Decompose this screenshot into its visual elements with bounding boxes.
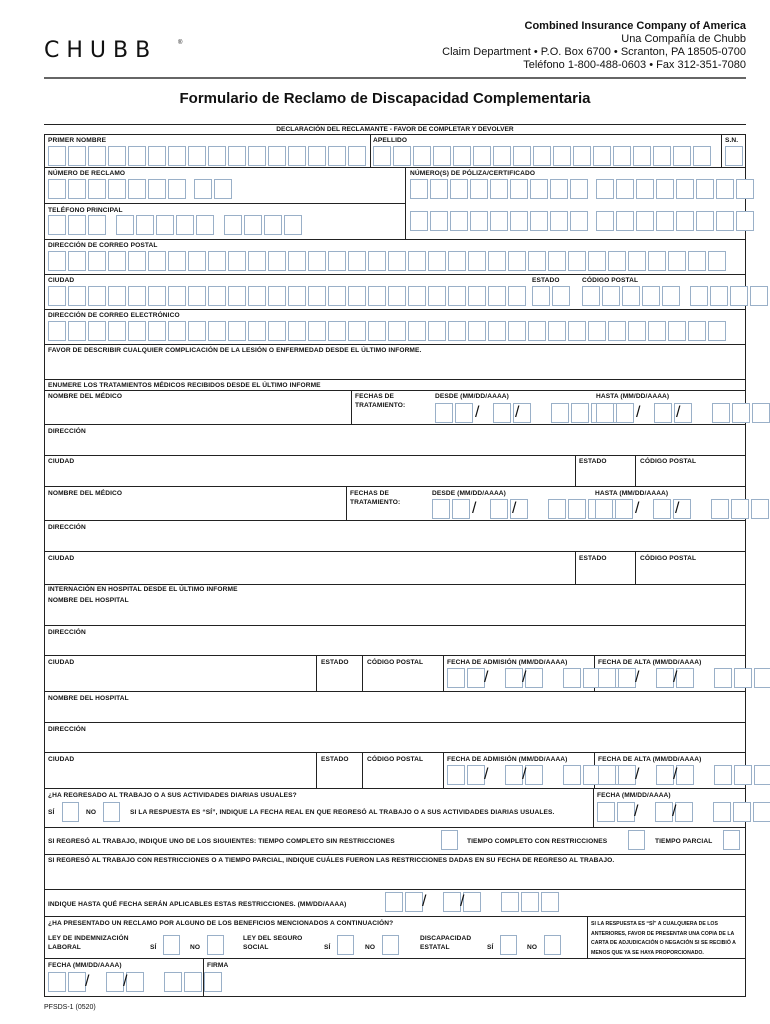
doctor-name-label-1: NOMBRE DEL MÉDICO (48, 393, 123, 400)
suffix-boxes[interactable] (725, 146, 745, 166)
signature-label: FIRMA (207, 962, 229, 969)
restrictions-until-label: INDIQUE HASTA QUÉ FECHA SERÁN APLICABLES ESTAS RESTRICCIONES. (MM/DD/AAAA) (48, 901, 347, 908)
discharge-date-label-1: FECHA DE ALTA (MM/DD/AAAA) (598, 659, 702, 666)
state-no-label: NO (527, 944, 538, 951)
hospital-address-label-1: DIRECCIÓN (48, 629, 86, 636)
social-no-label: NO (365, 944, 376, 951)
zip-label: CÓDIGO POSTAL (582, 277, 639, 284)
slash: / (123, 973, 128, 990)
hospital-city-label-1: CIUDAD (48, 659, 75, 666)
full-time-restrictions-label: TIEMPO COMPLETO CON RESTRICCIONES (467, 838, 608, 845)
rule (362, 655, 363, 691)
city-label: CIUDAD (48, 277, 75, 284)
doctor-city-label-1: CIUDAD (48, 458, 75, 465)
claim-number-label: NÚMERO DE RECLAMO (48, 170, 126, 177)
treatment-to-label-2: HASTA (MM/DD/AAAA) (595, 490, 669, 497)
slash: / (460, 893, 465, 910)
slash: / (472, 500, 477, 517)
slash: / (522, 669, 527, 686)
rule (44, 691, 746, 692)
treatment-dates-label-2b: TRATAMIENTO: (350, 499, 401, 506)
rule (721, 134, 722, 167)
social-yes-checkbox[interactable] (337, 935, 354, 955)
treatment-from-label-1: DESDE (MM/DD/AAAA) (435, 393, 509, 400)
rule (346, 486, 347, 520)
social-no-checkbox[interactable] (382, 935, 399, 955)
signature-date-boxes[interactable] (48, 972, 224, 992)
labor-yes-checkbox[interactable] (163, 935, 180, 955)
labor-no-checkbox[interactable] (207, 935, 224, 955)
part-time-label: TIEMPO PARCIAL (655, 838, 713, 845)
slash: / (672, 803, 677, 820)
doctor-city-label-2: CIUDAD (48, 555, 75, 562)
return-date-boxes[interactable] (597, 802, 770, 822)
signature-field[interactable] (205, 972, 745, 996)
state-yes-label: SÍ (487, 944, 494, 951)
rule (405, 167, 406, 239)
benefits-note: SI LA RESPUESTA ES “SÍ” A CUALQUIERA DE LOS ANTERIORES, FAVOR DE PRESENTAR UNA COPIA DE LA CARTA DE ADJUDICACIÓN O NEGACIÓN SI SE RECIBIÓ A MENOS QUE YA SE HAYA PROPORCIONADO. (591, 921, 736, 956)
part-time-checkbox[interactable] (723, 830, 740, 850)
restrictions-description-field[interactable] (45, 866, 745, 888)
email-label: DIRECCIÓN DE CORREO ELECTRÓNICO (48, 312, 180, 319)
company-name: Combined Insurance Company of America (524, 20, 746, 32)
rule (316, 752, 317, 788)
state-disability-label-2: ESTATAL (420, 944, 450, 951)
doctor-zip-label-2: CÓDIGO POSTAL (640, 555, 697, 562)
mailing-address-label: DIRECCIÓN DE CORREO POSTAL (48, 242, 158, 249)
slash: / (484, 669, 489, 686)
slash: / (635, 500, 640, 517)
state-disability-label-1: DISCAPACIDAD (420, 935, 472, 942)
rule (44, 274, 746, 275)
email-boxes[interactable] (48, 321, 728, 341)
restrictions-description-label: SI REGRESÓ AL TRABAJO CON RESTRICCIONES O A TIEMPO PARCIAL, INDIQUE CUÁLES FUERON LAS RESTRICCIONES DADAS EN SU FECHA DE REGRESO AL TRABAJO. (48, 857, 615, 864)
rule (635, 455, 636, 486)
rule (443, 752, 444, 788)
company-address: Claim Department • P.O. Box 6700 • Scranton, PA 18505-0700 (442, 46, 746, 58)
labor-law-label-2: LABORAL (48, 944, 81, 951)
returned-no-checkbox[interactable] (103, 802, 120, 822)
slash: / (675, 500, 680, 517)
social-yes-label: SÍ (324, 944, 331, 951)
doctor-state-label-1: ESTADO (579, 458, 607, 465)
registered-mark-icon: ® (178, 40, 183, 46)
returned-question: ¿HA REGRESADO AL TRABAJO O A SUS ACTIVIDADES DIARIAS USUALES? (48, 792, 297, 799)
slash: / (635, 766, 640, 783)
slash: / (484, 766, 489, 783)
rule (635, 551, 636, 584)
rule (44, 655, 746, 656)
state-boxes[interactable] (532, 286, 572, 306)
company-subsidiary: Una Compañía de Chubb (621, 33, 746, 45)
state-no-checkbox[interactable] (544, 935, 561, 955)
rule (44, 584, 746, 585)
rule (575, 551, 576, 584)
rule (362, 752, 363, 788)
rule (44, 309, 746, 310)
returned-if-yes-label: SI LA RESPUESTA ES “SÍ”, INDIQUE LA FECHA REAL EN QUE REGRESÓ AL TRABAJO O A SUS ACTIVIDADES DIARIAS USUALES. (130, 809, 555, 816)
form-code: PFSDS-1 (0520) (44, 1004, 96, 1011)
rule (44, 167, 746, 168)
rule (44, 551, 746, 552)
treatments-section-title: ENUMERE LOS TRATAMIENTOS MÉDICOS RECIBIDOS DESDE EL ÚLTIMO INFORME (48, 382, 321, 389)
slash: / (636, 404, 641, 421)
rule (44, 958, 746, 959)
suffix-label: S.N. (725, 137, 739, 144)
restrictions-until-date[interactable] (385, 892, 561, 912)
hospital-zip-label-2: CÓDIGO POSTAL (367, 756, 424, 763)
returned-yes-checkbox[interactable] (62, 802, 79, 822)
discharge-date-label-2: FECHA DE ALTA (MM/DD/AAAA) (598, 756, 702, 763)
return-date-label: FECHA (MM/DD/AAAA) (597, 792, 671, 799)
complications-label: FAVOR DE DESCRIBIR CUALQUIER COMPLICACIÓN DE LA LESIÓN O ENFERMEDAD DESDE EL ÚLTIMO INFORME. (48, 347, 422, 354)
rule (370, 134, 371, 167)
rule (44, 344, 746, 345)
phone-label: TELÉFONO PRINCIPAL (48, 207, 123, 214)
phone-boxes[interactable] (48, 215, 304, 235)
mailing-address-boxes[interactable] (48, 251, 728, 271)
full-time-no-restrictions-checkbox[interactable] (441, 830, 458, 850)
slash: / (673, 669, 678, 686)
chubb-logo: CHUBB (44, 38, 158, 63)
doctor-state-label-2: ESTADO (579, 555, 607, 562)
hospital-section-title: INTERNACIÓN EN HOSPITAL DESDE EL ÚLTIMO INFORME (48, 586, 238, 593)
treatment-from-label-2: DESDE (MM/DD/AAAA) (432, 490, 506, 497)
last-name-label: APELLIDO (373, 137, 408, 144)
hospital-state-label-2: ESTADO (321, 756, 349, 763)
policy-number-boxes-2[interactable] (410, 211, 756, 231)
returned-no-label: NO (86, 809, 97, 816)
company-phone: Teléfono 1-800-488-0603 • Fax 312-351-7080 (523, 59, 746, 71)
rule (316, 655, 317, 691)
rule (44, 827, 746, 828)
hospital-state-label-1: ESTADO (321, 659, 349, 666)
admission-date-2[interactable] (447, 765, 623, 785)
slash: / (673, 766, 678, 783)
doctor-name-label-2: NOMBRE DEL MÉDICO (48, 490, 123, 497)
rule (44, 455, 746, 456)
returned-yes-label: SÍ (48, 809, 55, 816)
rule (44, 722, 746, 723)
social-security-label-2: SOCIAL (243, 944, 269, 951)
full-time-restrictions-checkbox[interactable] (628, 830, 645, 850)
slash: / (676, 404, 681, 421)
rule (44, 788, 746, 789)
hospital-name-label-1: NOMBRE DEL HOSPITAL (48, 597, 129, 604)
claimant-section-title: DECLARACIÓN DEL RECLAMANTE - FAVOR DE COMPLETAR Y DEVOLVER (44, 125, 746, 134)
hospital-city-label-2: CIUDAD (48, 756, 75, 763)
hospital-zip-label-1: CÓDIGO POSTAL (367, 659, 424, 666)
state-yes-checkbox[interactable] (500, 935, 517, 955)
rule (44, 486, 746, 487)
slash: / (422, 893, 427, 910)
hospital-address-label-2: DIRECCIÓN (48, 726, 86, 733)
policy-number-boxes-1[interactable] (410, 179, 756, 199)
rule (587, 916, 588, 958)
admission-date-1[interactable] (447, 668, 623, 688)
rule (44, 390, 746, 391)
slash: / (515, 404, 520, 421)
treatment-to-date-1[interactable] (596, 403, 770, 423)
benefits-question: ¿HA PRESENTADO UN RECLAMO POR ALGUNO DE LOS BENEFICIOS MENCIONADOS A CONTINUACIÓN? (48, 920, 394, 927)
treatment-dates-label-1b: TRATAMIENTO: (355, 402, 406, 409)
first-name-label: PRIMER NOMBRE (48, 137, 107, 144)
labor-no-label: NO (190, 944, 201, 951)
social-security-label-1: LEY DEL SEGURO (243, 935, 303, 942)
rule (443, 655, 444, 691)
slash: / (634, 803, 639, 820)
hospital-name-label-2: NOMBRE DEL HOSPITAL (48, 695, 129, 702)
complications-field[interactable] (45, 356, 745, 378)
slash: / (475, 404, 480, 421)
rule (44, 239, 746, 240)
claim-number-boxes[interactable] (48, 179, 234, 199)
rule (44, 889, 746, 890)
header-rule (44, 77, 746, 79)
slash: / (522, 766, 527, 783)
rule (44, 854, 746, 855)
form-title: Formulario de Reclamo de Discapacidad Complementaria (179, 90, 591, 107)
rule (44, 424, 746, 425)
admission-date-label-1: FECHA DE ADMISIÓN (MM/DD/AAAA) (447, 659, 568, 666)
labor-yes-label: SÍ (150, 944, 157, 951)
treatment-to-date-2[interactable] (595, 499, 770, 519)
rule (44, 134, 746, 135)
rule (44, 379, 746, 380)
discharge-date-1[interactable] (598, 668, 770, 688)
rule (44, 916, 746, 917)
rule (44, 203, 405, 204)
admission-date-label-2: FECHA DE ADMISIÓN (MM/DD/AAAA) (447, 756, 568, 763)
rule (44, 625, 746, 626)
signature-date-label: FECHA (MM/DD/AAAA) (48, 962, 122, 969)
rule (351, 390, 352, 424)
last-name-boxes[interactable] (373, 146, 713, 166)
slash: / (635, 669, 640, 686)
rule (593, 788, 594, 827)
work-status-label: SI REGRESÓ AL TRABAJO, INDIQUE UNO DE LOS SIGUIENTES: TIEMPO COMPLETO SIN RESTRICCIONES (48, 838, 395, 845)
labor-law-label-1: LEY DE INDEMNIZACIÓN (48, 935, 129, 942)
doctor-address-label-2: DIRECCIÓN (48, 524, 86, 531)
rule (575, 455, 576, 486)
slash: / (512, 500, 517, 517)
treatment-dates-label-1a: FECHAS DE (355, 393, 395, 400)
slash: / (85, 973, 90, 990)
doctor-address-label-1: DIRECCIÓN (48, 428, 86, 435)
discharge-date-2[interactable] (598, 765, 770, 785)
city-boxes[interactable] (48, 286, 528, 306)
rule (44, 520, 746, 521)
treatment-to-label-1: HASTA (MM/DD/AAAA) (596, 393, 670, 400)
first-name-boxes[interactable] (48, 146, 368, 166)
state-label: ESTADO (532, 277, 560, 284)
rule (44, 752, 746, 753)
policy-number-label: NÚMERO(S) DE PÓLIZA/CERTIFICADO (410, 170, 536, 177)
treatment-dates-label-2a: FECHAS DE (350, 490, 390, 497)
zip-boxes[interactable] (582, 286, 770, 306)
doctor-zip-label-1: CÓDIGO POSTAL (640, 458, 697, 465)
